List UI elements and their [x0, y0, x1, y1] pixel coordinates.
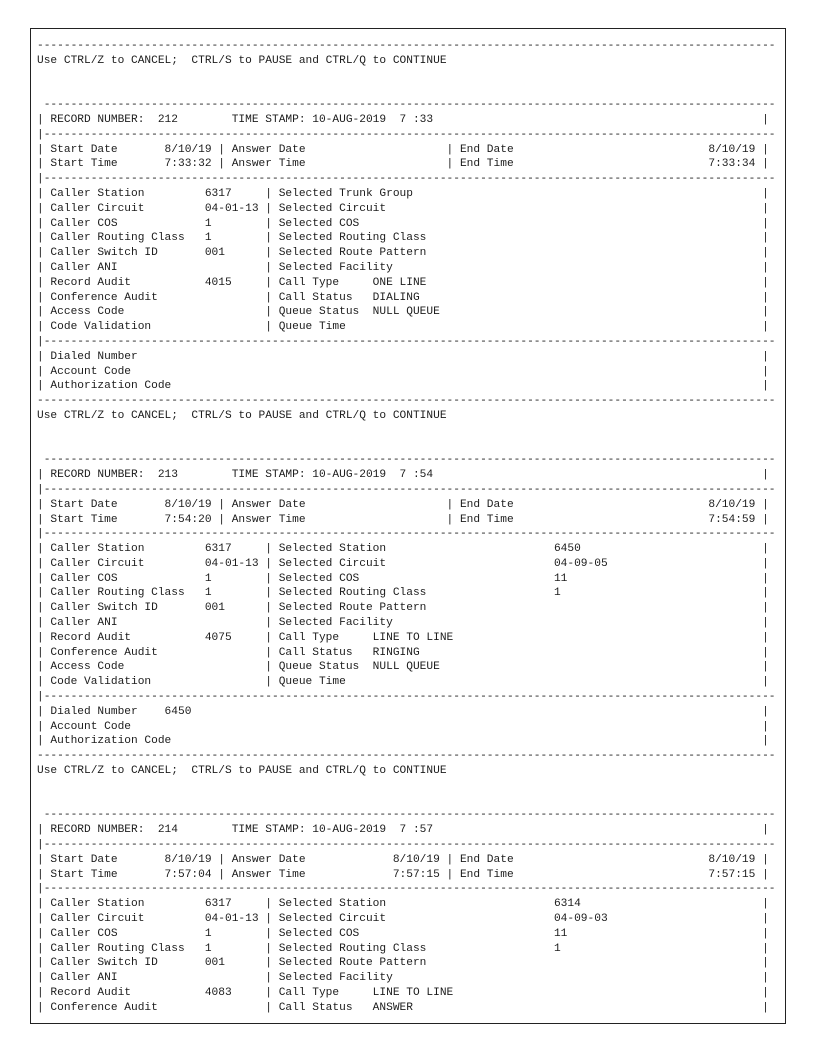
field-row: | Caller COS 1 | Selected COS 11 | [37, 927, 769, 940]
field-row: | Caller Circuit 04-01-13 | Selected Circuit | [37, 202, 769, 215]
record-divider: |------------------------------------------------------------------------------------------------------------- [37, 335, 776, 348]
time-row: | Start Time 7:57:04 | Answer Time 7:57:15 | End Time 7:57:15 | [37, 868, 769, 881]
record-header-line: | RECORD NUMBER: 213 TIME STAMP: 10-AUG-2019 7 :54 | [37, 469, 769, 482]
footer-row: | Account Code | [37, 720, 769, 733]
field-row: | Caller Circuit 04-01-13 | Selected Circuit 04-09-05 | [37, 557, 769, 570]
field-row: | Record Audit 4015 | Call Type ONE LINE | [37, 276, 769, 289]
cdr-terminal-output [37, 39, 779, 1016]
record-divider: |------------------------------------------------------------------------------------------------------------- [37, 528, 776, 541]
field-row: | Caller Station 6317 | Selected Trunk Group | [37, 187, 769, 200]
blank-line [37, 439, 779, 454]
field-row: | Caller Routing Class 1 | Selected Routing Class 1 | [37, 942, 769, 955]
footer-row: | Dialed Number 6450 | [37, 705, 769, 718]
record-divider: |------------------------------------------------------------------------------------------------------------- [37, 173, 776, 186]
separator-line: -------------------------------------------------------------------------------------------------------------- [37, 750, 776, 763]
footer-row: | Authorization Code | [37, 735, 769, 748]
field-row: | Conference Audit | Call Status ANSWER | [37, 1001, 769, 1014]
footer-row: | Dialed Number | [37, 350, 769, 363]
pager-prompt: Use CTRL/Z to CANCEL; CTRL/S to PAUSE and CTRL/Q to CONTINUE [37, 409, 447, 422]
record-section-213 [37, 394, 779, 749]
field-row: | Caller ANI | Selected Facility | [37, 261, 769, 274]
record-box-top: ------------------------------------------------------------------------------------------------------------- [37, 454, 776, 467]
field-row: | Caller COS 1 | Selected COS | [37, 217, 769, 230]
field-row: | Caller Switch ID 001 | Selected Route Pattern | [37, 247, 769, 260]
date-row: | Start Date 8/10/19 | Answer Date 8/10/19 | End Date 8/10/19 | [37, 853, 769, 866]
field-row: | Caller ANI | Selected Facility | [37, 617, 769, 630]
field-row: | Caller Circuit 04-01-13 | Selected Circuit 04-09-03 | [37, 913, 769, 926]
record-divider: |------------------------------------------------------------------------------------------------------------- [37, 483, 776, 496]
pager-prompt: Use CTRL/Z to CANCEL; CTRL/S to PAUSE and CTRL/Q to CONTINUE [37, 54, 447, 67]
record-divider: |------------------------------------------------------------------------------------------------------------- [37, 839, 776, 852]
field-row: | Code Validation | Queue Time | [37, 676, 769, 689]
record-divider: |------------------------------------------------------------------------------------------------------------- [37, 691, 776, 704]
field-row: | Caller COS 1 | Selected COS 11 | [37, 572, 769, 585]
field-row: | Code Validation | Queue Time | [37, 321, 769, 334]
blank-line [37, 83, 779, 98]
blank-line [37, 69, 779, 84]
footer-row: | Account Code | [37, 365, 769, 378]
record-divider: |------------------------------------------------------------------------------------------------------------- [37, 883, 776, 896]
field-row: | Conference Audit | Call Status RINGING | [37, 646, 769, 659]
pager-prompt: Use CTRL/Z to CANCEL; CTRL/S to PAUSE and CTRL/Q to CONTINUE [37, 765, 447, 778]
field-row: | Access Code | Queue Status NULL QUEUE | [37, 306, 769, 319]
field-row: | Access Code | Queue Status NULL QUEUE | [37, 661, 769, 674]
record-header-line: | RECORD NUMBER: 212 TIME STAMP: 10-AUG-2019 7 :33 | [37, 113, 769, 126]
blank-line [37, 779, 779, 794]
field-row: | Record Audit 4075 | Call Type LINE TO LINE | [37, 631, 769, 644]
date-row: | Start Date 8/10/19 | Answer Date | End Date 8/10/19 | [37, 498, 769, 511]
field-row: | Caller Switch ID 001 | Selected Route Pattern | [37, 602, 769, 615]
record-section-212 [37, 39, 779, 394]
separator-line: -------------------------------------------------------------------------------------------------------------- [37, 40, 776, 52]
blank-line [37, 424, 779, 439]
field-row: | Caller Routing Class 1 | Selected Routing Class | [37, 232, 769, 245]
time-row: | Start Time 7:54:20 | Answer Time | End Time 7:54:59 | [37, 513, 769, 526]
field-row: | Caller Station 6317 | Selected Station 6314 | [37, 898, 769, 911]
record-box-top: ------------------------------------------------------------------------------------------------------------- [37, 809, 776, 822]
field-row: | Record Audit 4083 | Call Type LINE TO LINE | [37, 987, 769, 999]
field-row: | Conference Audit | Call Status DIALING | [37, 291, 769, 304]
separator-line: -------------------------------------------------------------------------------------------------------------- [37, 395, 776, 408]
field-row: | Caller Switch ID 001 | Selected Route Pattern | [37, 957, 769, 970]
footer-row: | Authorization Code | [37, 380, 769, 393]
page-border [30, 28, 786, 1024]
field-row: | Caller Routing Class 1 | Selected Routing Class 1 | [37, 587, 769, 600]
record-section-214 [37, 749, 779, 1015]
time-row: | Start Time 7:33:32 | Answer Time | End Time 7:33:34 | [37, 158, 769, 171]
record-header-line: | RECORD NUMBER: 214 TIME STAMP: 10-AUG-2019 7 :57 | [37, 824, 769, 837]
date-row: | Start Date 8/10/19 | Answer Date | End Date 8/10/19 | [37, 143, 769, 156]
field-row: | Caller Station 6317 | Selected Station 6450 | [37, 543, 769, 556]
record-box-top: ------------------------------------------------------------------------------------------------------------- [37, 99, 776, 112]
field-row: | Caller ANI | Selected Facility | [37, 972, 769, 985]
blank-line [37, 794, 779, 809]
record-divider: |------------------------------------------------------------------------------------------------------------- [37, 128, 776, 141]
